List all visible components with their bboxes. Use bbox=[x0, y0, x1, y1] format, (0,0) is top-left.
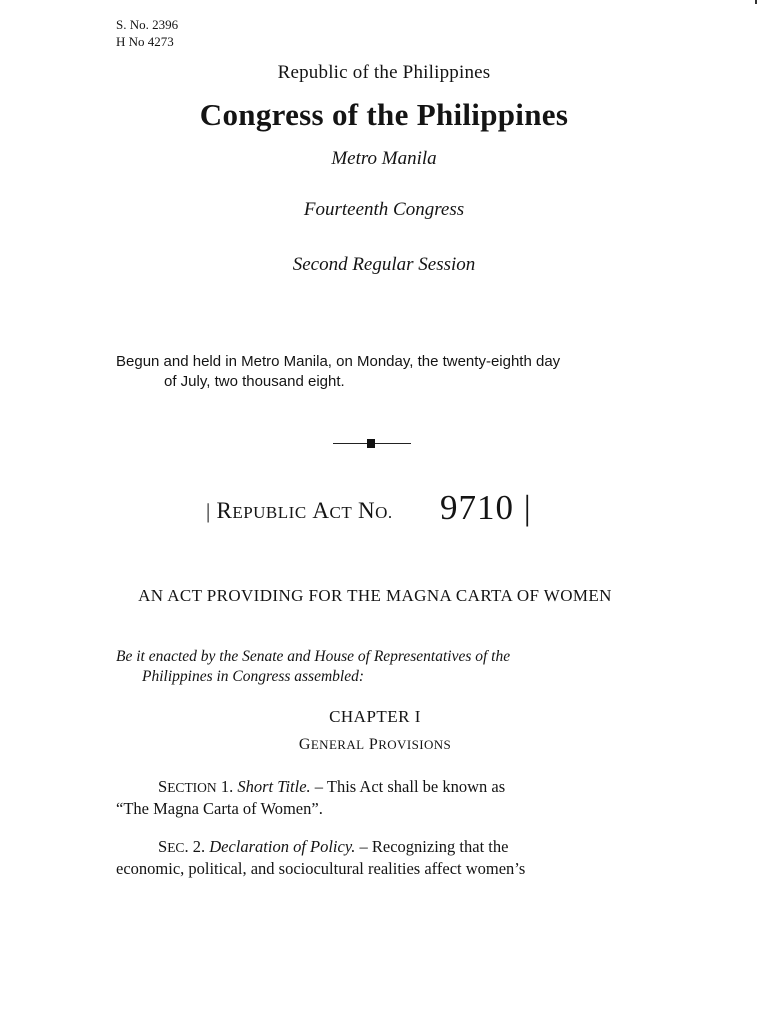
section-2-title: Declaration of Policy. bbox=[209, 837, 356, 856]
section-2-paragraph bbox=[116, 836, 632, 879]
enacting-clause bbox=[116, 647, 636, 687]
act-number-value: 9710 bbox=[440, 488, 514, 527]
begun-line-2: of July, two thousand eight. bbox=[164, 373, 345, 390]
session-heading: Second Regular Session bbox=[292, 254, 476, 275]
section-1-second-line: “The Magna Carta of Women”. bbox=[116, 799, 323, 818]
section-1-paragraph bbox=[116, 776, 632, 819]
republic-heading: Republic of the Philippines bbox=[277, 62, 491, 83]
act-title: AN ACT PROVIDING FOR THE MAGNA CARTA OF WOMEN bbox=[138, 586, 612, 605]
republic-act-label: | REPUBLIC ACT NO. bbox=[206, 498, 393, 523]
scan-mark bbox=[755, 0, 757, 4]
chapter-subheading: GENERAL PROVISIONS bbox=[298, 736, 452, 753]
senate-bill-number: S. No. 2396 bbox=[116, 17, 179, 32]
section-1-first-line: SECTION 1. Short Title. – This Act shall be known as bbox=[158, 777, 506, 796]
bracket-mark: | bbox=[206, 499, 217, 523]
republic-act-number bbox=[440, 488, 532, 528]
congress-heading: Congress of the Philippines bbox=[199, 97, 569, 132]
closing-bracket-mark: | bbox=[514, 488, 532, 527]
bill-references bbox=[116, 16, 178, 50]
chapter-heading: CHAPTER I bbox=[329, 707, 421, 726]
house-bill-number: H No 4273 bbox=[116, 34, 174, 49]
begun-statement bbox=[116, 352, 676, 392]
section-2-second-line: economic, political, and sociocultural realities affect women’s bbox=[116, 859, 526, 878]
congress-number-heading: Fourteenth Congress bbox=[303, 199, 465, 220]
divider-square-icon bbox=[367, 439, 375, 448]
enacting-line-1: Be it enacted by the Senate and House of Representatives of the bbox=[116, 648, 511, 665]
ornamental-divider bbox=[333, 437, 411, 451]
begun-line-1: Begun and held in Metro Manila, on Monday, the twenty-eighth day bbox=[116, 353, 561, 370]
location-heading: Metro Manila bbox=[331, 148, 437, 169]
enacting-line-2: Philippines in Congress assembled: bbox=[142, 668, 365, 685]
section-1-title: Short Title. bbox=[237, 777, 311, 796]
section-2-first-line: SEC. 2. Declaration of Policy. – Recognizing that the bbox=[158, 837, 509, 856]
